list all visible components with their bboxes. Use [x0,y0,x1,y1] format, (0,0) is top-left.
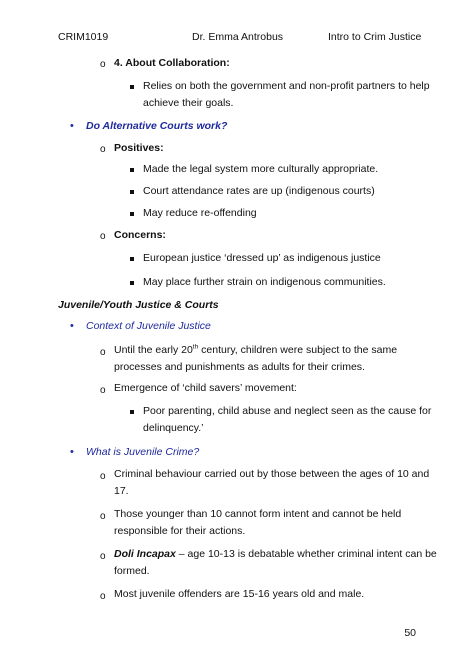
header-course-title: Intro to Crim Justice [328,31,422,43]
concern-item: European justice ‘dressed up’ as indigenous justice [143,252,381,264]
circle-bullet-icon: o [100,551,106,562]
juvenile-crime-point-line2: formed. [114,565,150,577]
juvenile-crime-point-line1 [114,545,437,564]
dot-bullet-icon: • [70,446,74,458]
header-course-code: CRIM1019 [58,31,109,43]
circle-bullet-icon: o [100,347,106,358]
context-subpoint-line2: delinquency.’ [143,422,204,434]
positives-heading: Positives: [114,142,164,154]
page-number: 50 [404,627,416,639]
context-point-line2: processes and punishments as adults for their crimes. [114,361,365,373]
circle-bullet-icon: o [100,59,106,70]
circle-bullet-icon: o [100,385,106,396]
circle-bullet-icon: o [100,591,106,602]
square-bullet-icon [130,85,134,89]
positive-item: Made the legal system more culturally appropriate. [143,163,379,175]
ordinal-suffix: th [192,343,199,351]
juvenile-crime-point-line2: 17. [114,485,129,497]
context-point: Emergence of ‘child savers’ movement: [114,382,297,394]
context-point-text: century, children were subject to the same [198,344,398,356]
square-bullet-icon [130,410,134,414]
square-bullet-icon [130,281,134,285]
context-subpoint-line1: Poor parenting, child abuse and neglect seen as the cause for [143,405,432,417]
juvenile-crime-point-line1: Those younger than 10 cannot form intent and cannot be held [114,508,402,520]
positive-item: Court attendance rates are up (indigenous courts) [143,185,375,197]
juvenile-crime-point-text: – age 10-13 is debatable whether criminal intent can be [175,548,437,560]
circle-bullet-icon: o [100,511,106,522]
circle-bullet-icon: o [100,471,106,482]
context-heading: Context of Juvenile Justice [86,320,211,332]
juvenile-crime-point-line1: Criminal behaviour carried out by those between the ages of 10 and [114,468,430,480]
square-bullet-icon [130,257,134,261]
juvenile-crime-point: Most juvenile offenders are 15-16 years old and male. [114,588,365,600]
square-bullet-icon [130,212,134,216]
collaboration-point-line1: Relies on both the government and non-profit partners to help [143,80,430,92]
dot-bullet-icon: • [70,320,74,332]
header-lecturer: Dr. Emma Antrobus [192,31,284,43]
circle-bullet-icon: o [100,144,106,155]
alternative-courts-question: Do Alternative Courts work? [86,120,228,132]
square-bullet-icon [130,168,134,172]
dot-bullet-icon: • [70,120,74,132]
circle-bullet-icon: o [100,231,106,242]
section-heading: Juvenile/Youth Justice & Courts [58,299,219,311]
positive-item: May reduce re-offending [143,207,257,219]
juvenile-crime-point-line2: responsible for their actions. [114,525,246,537]
juvenile-crime-heading: What is Juvenile Crime? [86,446,200,458]
doli-incapax-term: Doli Incapax [114,548,176,560]
context-point-text: Until the early 20 [114,344,193,356]
concern-item: May place further strain on indigenous communities. [143,276,386,288]
collaboration-point-line2: achieve their goals. [143,97,234,109]
concerns-heading: Concerns: [114,229,166,241]
collaboration-heading: 4. About Collaboration: [114,57,230,69]
square-bullet-icon [130,190,134,194]
